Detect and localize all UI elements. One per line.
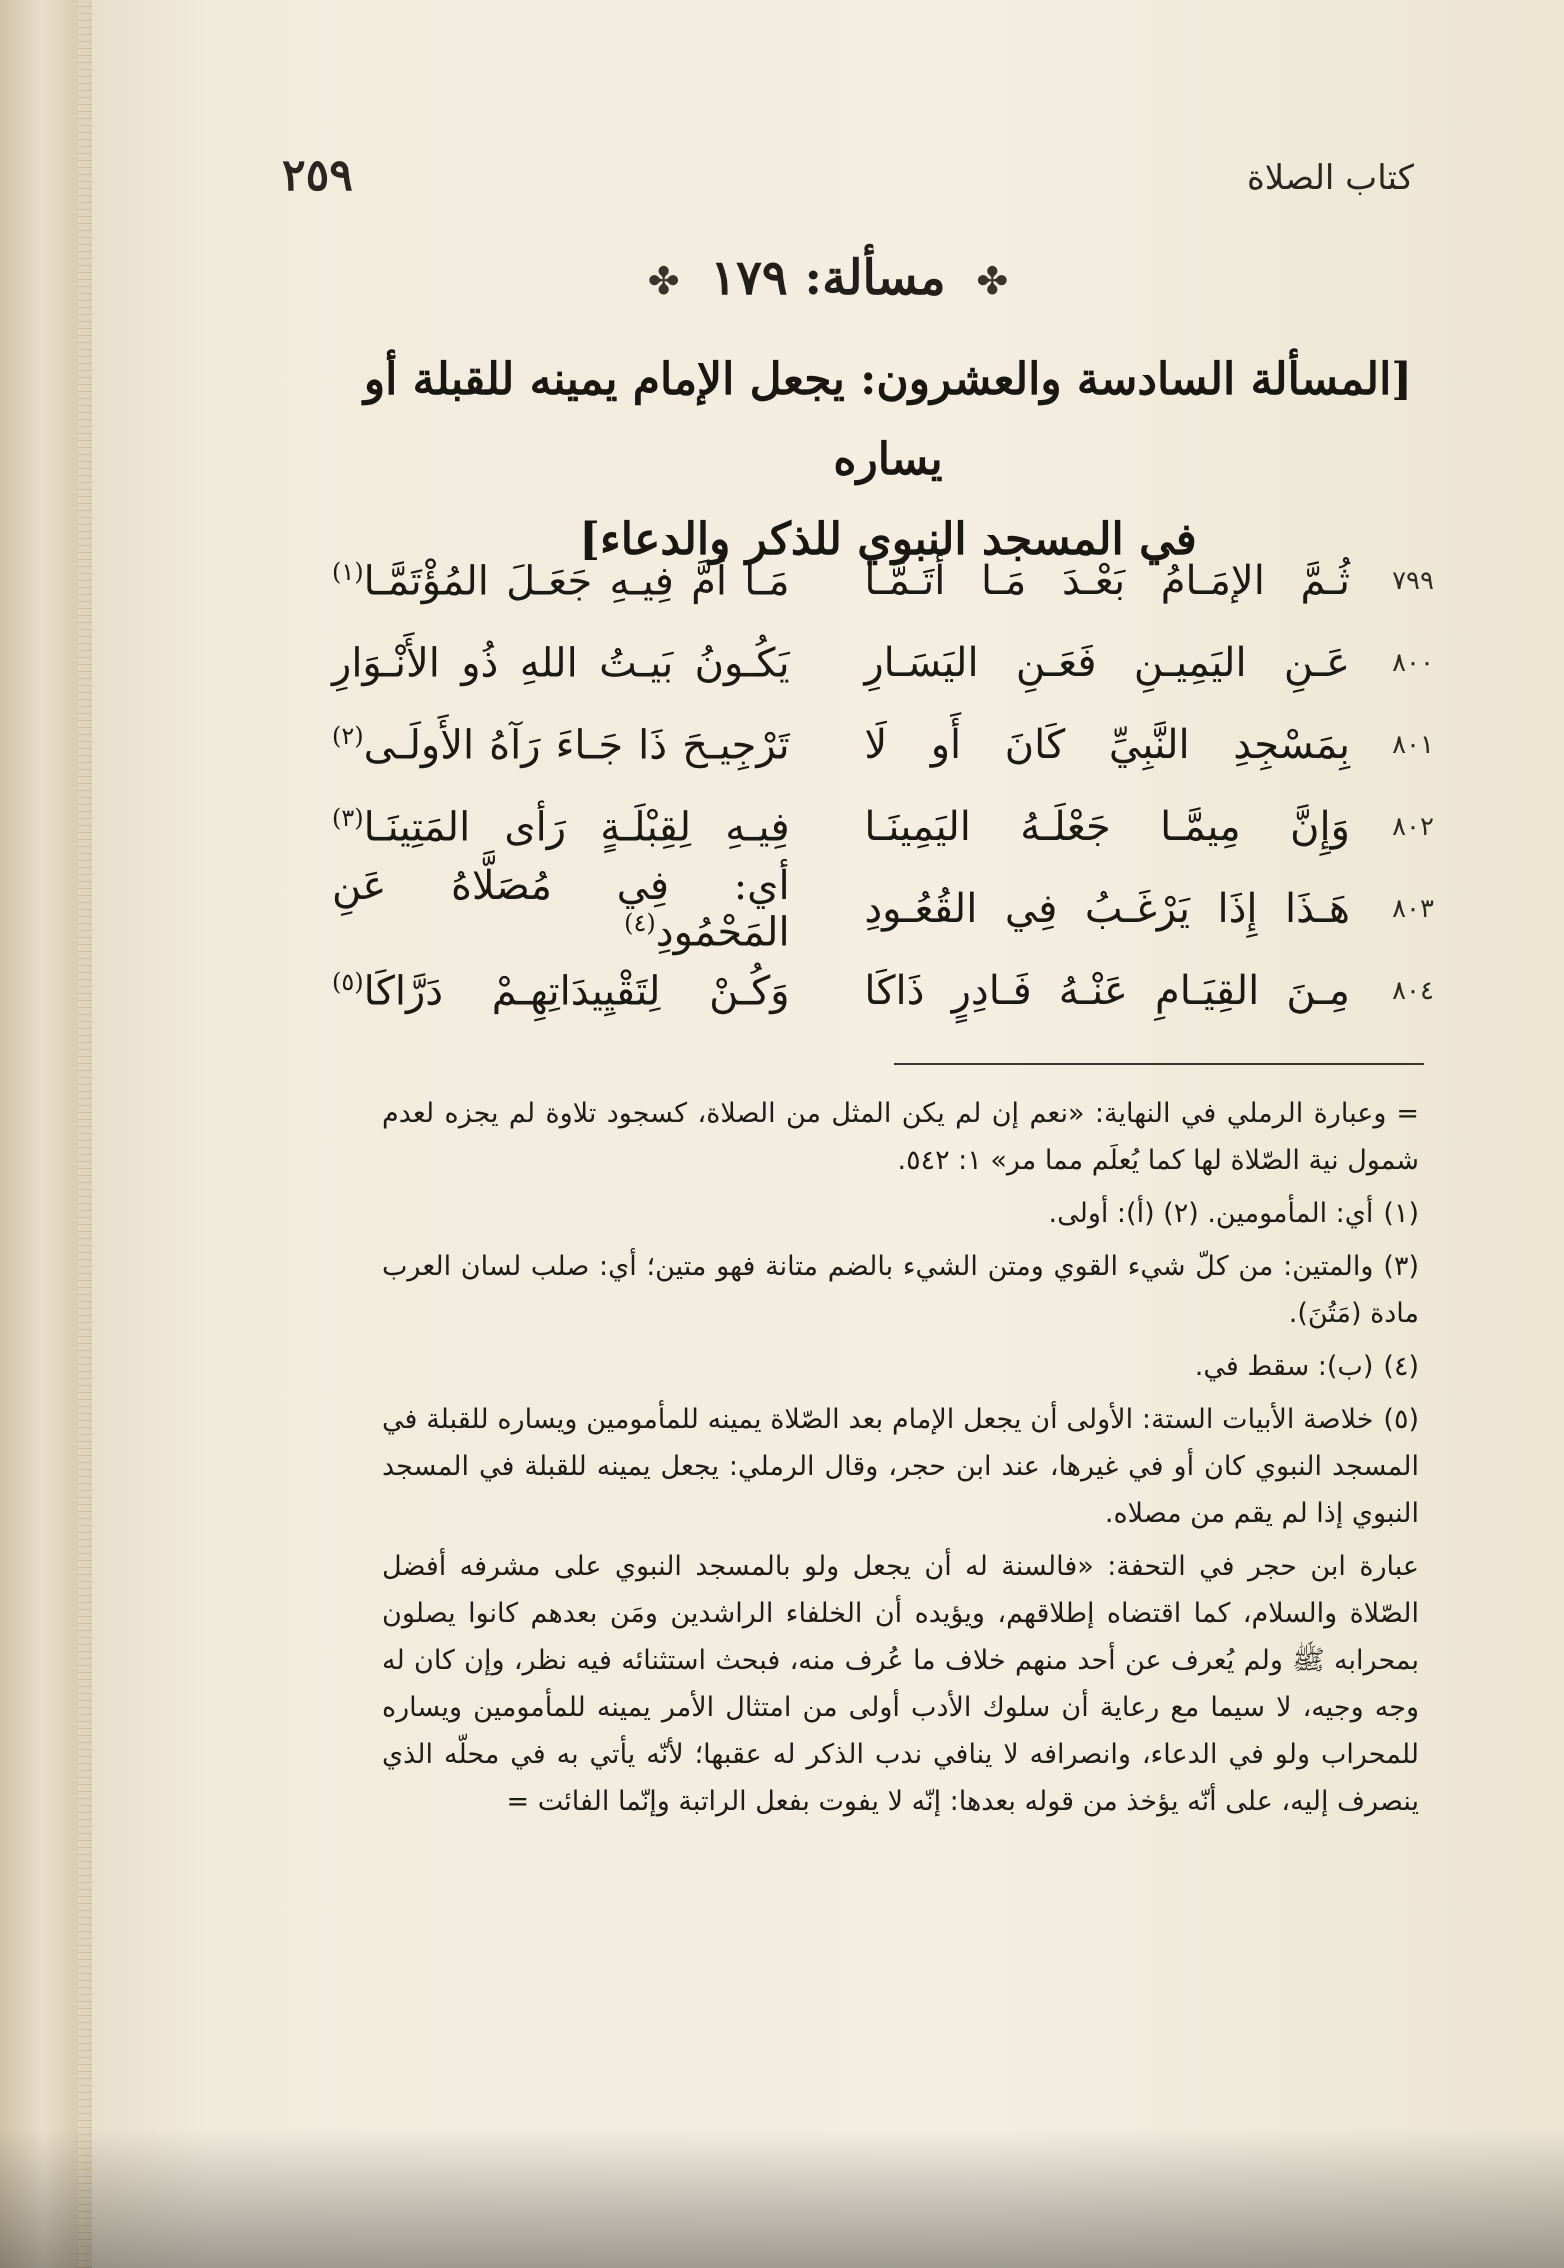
verse-first-hemistich: مِـنَ القِيَـامِ عَنْـهُ فَـادِرٍ ذَاكَا xyxy=(864,968,1350,1014)
footnote-text: عبارة ابن حجر في التحفة: «فالسنة له أن يجعل ولو بالمسجد النبوي على مشرفه أفضل الصّلاة والسلام، كما اقتضاه إطلاقهم، ويؤيده أن الخلفاء الراشدين ومَن بعدهم كانوا يصلون بمحرابه ﷺ ولم يُعرف عن أحد منهم خلاف ما عُرف منه، فبحث استثنائه فيه نظر، وإن كان له وجه وجيه، لا سيما مع رعاية أن سلوك الأدب أولى من امتثال الأمر يمينه للمأمومين ويساره للمحراب ولو في الدعاء، وانصرافه لا ينافي ندب الذكر له عقبها؛ لأنّه يأتي به في محلّه الذي ينصرف إليه، على أنّه يؤخذ من قوله بعدها: إنّه لا يفوت بفعل الراتبة وإنّما الفائت = xyxy=(382,1551,1419,1817)
footnote-ref: (٥) xyxy=(332,967,364,996)
footnote-divider xyxy=(894,1063,1424,1065)
verse-number: ٨٠٠ xyxy=(1392,648,1434,678)
footnote-number: (١) xyxy=(1383,1198,1419,1229)
verse-second-hemistich: أي: فِي مُصَلَّاهُ عَنِ المَحْمُودِ$^{(٤)}$ xyxy=(332,862,790,956)
running-head xyxy=(282,150,1414,210)
heading-line-2: في المسجد النبوي للذكر والدعاء] xyxy=(579,514,1197,565)
footnote-text: (ب): سقط في. xyxy=(1194,1351,1374,1382)
verse-first-hemistich: ثُـمَّ الإمَـامُ بَعْـدَ مَـا أَتَـمَّـا xyxy=(864,558,1350,604)
verse-row xyxy=(332,540,1434,622)
verse-row xyxy=(332,704,1434,786)
issue-label: مسألة: ١٧٩ xyxy=(710,250,946,306)
verse-row xyxy=(332,862,1434,956)
page-number: ٢٥٩ xyxy=(282,150,353,201)
verse-first-hemistich: بِمَسْجِدِ النَّبِيِّ كَانَ أَو لَا xyxy=(864,722,1350,768)
verse-row xyxy=(332,950,1434,1032)
verse-number: ٧٩٩ xyxy=(1392,566,1434,596)
verse-block xyxy=(332,540,1434,1032)
verse-first-hemistich: عَـنِ اليَمِيـنِ فَعَـنِ اليَسَـارِ xyxy=(864,640,1350,686)
verse-row xyxy=(332,622,1434,704)
book-page xyxy=(92,0,1564,2268)
footnote xyxy=(382,1396,1419,1537)
verse-number: ٨٠٣ xyxy=(1392,894,1434,924)
verse-first-hemistich: وَإِنَّ مِيمَّـا جَعْلَـهُ اليَمِينَـا xyxy=(864,804,1350,850)
verse-second-hemistich: وَكُـنْ لِتَقْيِيدَاتِهِـمْ دَرَّاكَا$^{(٥)}$ xyxy=(332,967,790,1015)
page-shadow xyxy=(0,2128,1564,2268)
verse-second-hemistich: فِيـهِ لِقِبْلَـةٍ رَأى المَتِينَـا$^{(٣)}$ xyxy=(332,803,790,851)
verse-second-hemistich: يَكُـونُ بَيـتُ اللهِ ذُو الأَنْـوَارِ xyxy=(332,640,790,687)
verse-number: ٨٠٢ xyxy=(1392,812,1434,842)
flourish-right-icon: ✤ xyxy=(976,259,1009,303)
footnote-continued xyxy=(382,1543,1419,1825)
footnote xyxy=(382,1190,1419,1237)
footnote xyxy=(382,1090,1419,1184)
footnote-text: والمتين: من كلّ شيء القوي ومتن الشيء بالضم متانة فهو متين؛ أي: صلب لسان العرب مادة (مَتُنَ). xyxy=(382,1251,1419,1329)
footnote-ref: (٤) xyxy=(624,908,656,937)
footnote-number: (٣) xyxy=(1383,1251,1419,1282)
footnote-number: (٤) xyxy=(1383,1351,1419,1382)
chapter-title: كتاب الصلاة xyxy=(1246,158,1414,198)
footnote-text: خلاصة الأبيات الستة: الأولى أن يجعل الإمام بعد الصّلاة يمينه للمأمومين ويساره للقبلة في المسجد النبوي كان أو في غيرها، عند ابن حجر، وقال الرملي: يجعل يمينه للقبلة في المسجد النبوي إذا لم يقم من مصلاه. xyxy=(382,1404,1419,1529)
footnote-text: أي: المأمومين. (٢) (أ): أولى. xyxy=(1048,1198,1374,1229)
flourish-left-icon: ✤ xyxy=(647,259,680,303)
footnote-ref: (٢) xyxy=(332,721,364,750)
heading-line-1: [المسألة السادسة والعشرون: يجعل الإمام يمينه للقبلة أو يساره xyxy=(363,354,1413,485)
issue-ornament xyxy=(92,250,1564,306)
verse-second-hemistich: مَـا أَمَّ فِيـهِ جَعَـلَ المُؤْتَمَّـا$^{(١)}$ xyxy=(332,557,790,605)
footnote-ref: (١) xyxy=(332,557,364,586)
footnote-ref: (٣) xyxy=(332,803,364,832)
footnotes xyxy=(382,1090,1419,1831)
verse-second-hemistich: تَرْجِيـحَ ذَا جَـاءَ رَآهُ الأَولَـى$^{(٢)}$ xyxy=(332,721,790,769)
verse-number: ٨٠١ xyxy=(1392,730,1434,760)
footnote-number: (٥) xyxy=(1383,1404,1419,1435)
footnote-text: وعبارة الرملي في النهاية: «نعم إن لم يكن المثل من الصلاة، كسجود تلاوة لم يجزه لعدم شمول نية الصّلاة لها كما يُعلَم مما مر» ١: ٥٤٢. xyxy=(382,1098,1419,1176)
verse-first-hemistich: هَـذَا إِذَا يَرْغَـبُ فِي القُعُـودِ xyxy=(864,886,1350,932)
footnote xyxy=(382,1243,1419,1337)
verse-row xyxy=(332,786,1434,868)
footnote-number: = xyxy=(1396,1098,1419,1129)
verse-number: ٨٠٤ xyxy=(1392,976,1434,1006)
footnote xyxy=(382,1343,1419,1390)
